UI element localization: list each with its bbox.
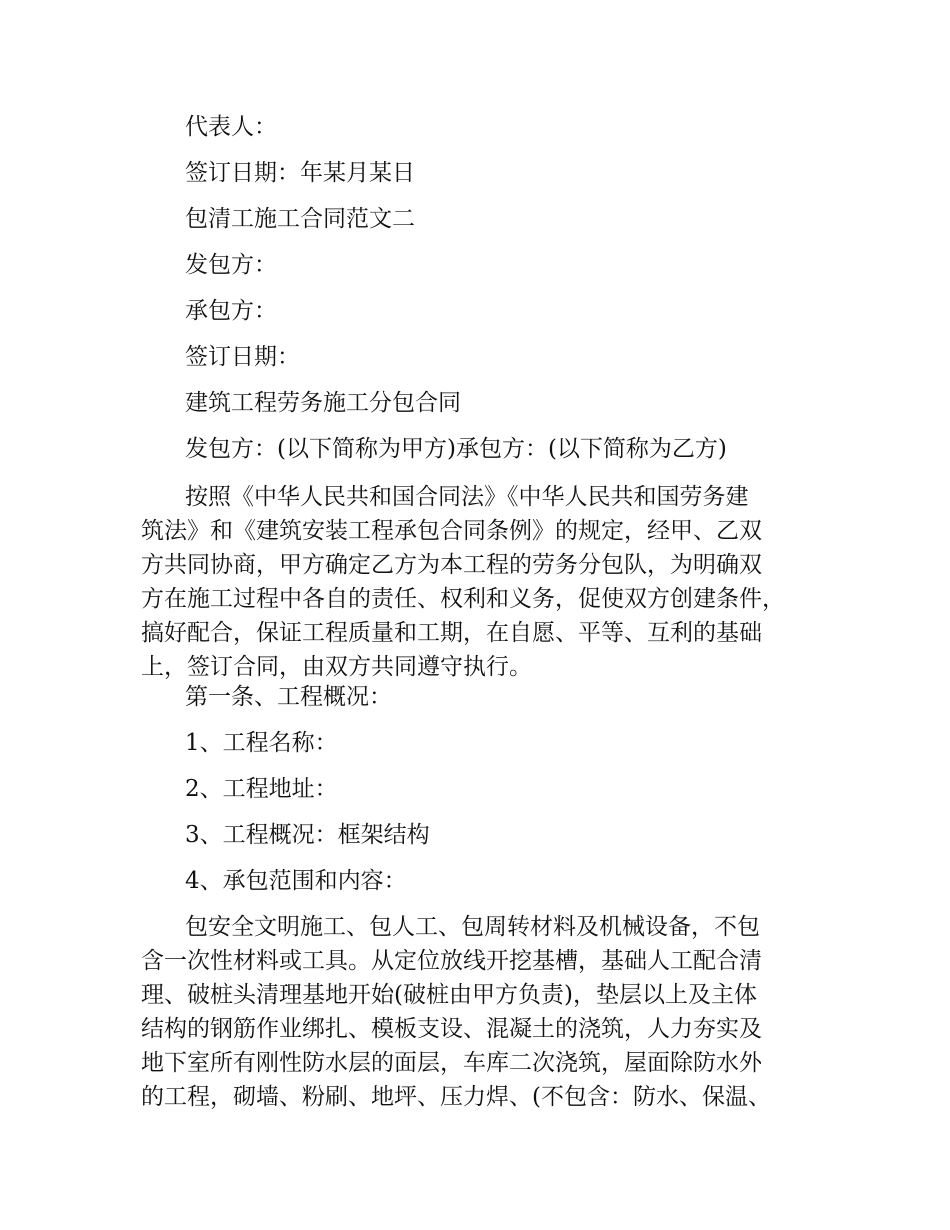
signing-date-line: 签订日期：年某月某日 <box>185 160 415 186</box>
parties-line: 发包方：(以下简称为甲方)承包方：(以下简称为乙方) <box>185 436 727 462</box>
article-one-heading: 第一条、工程概况： <box>185 684 392 710</box>
preamble-paragraph <box>141 480 821 684</box>
paragraph-line: 结构的钢筋作业绑扎、模板支设、混凝土的浇筑，人力夯实及 <box>141 1016 762 1042</box>
project-name-line: 1、工程名称： <box>185 730 338 756</box>
paragraph-line: 包安全文明施工、包人工、包周转材料及机械设备，不包 <box>185 914 760 940</box>
employer-line: 发包方： <box>185 252 277 278</box>
paragraph-line: 上，签订合同，由双方共同遵守执行。 <box>141 654 532 680</box>
signing-date-line-2: 签订日期： <box>185 344 300 370</box>
paragraph-line: 的工程，砌墙、粉刷、地坪、压力焊、(不包含：防水、保温、 <box>141 1084 771 1110</box>
paragraph-line: 搞好配合，保证工程质量和工期，在自愿、平等、互利的基础 <box>141 620 762 646</box>
paragraph-line: 地下室所有刚性防水层的面层，车库二次浇筑，屋面除防水外 <box>141 1050 762 1076</box>
contractor-line: 承包方： <box>185 298 277 324</box>
project-address-line: 2、工程地址： <box>185 776 338 802</box>
scope-paragraph <box>141 910 821 1114</box>
paragraph-line: 按照《中华人民共和国合同法》《中华人民共和国劳务建 <box>185 484 749 510</box>
sample-title-line: 包清工施工合同范文二 <box>185 206 415 232</box>
project-overview-line: 3、工程概况：框架结构 <box>185 822 430 848</box>
paragraph-line: 理、破桩头清理基地开始(破桩由甲方负责)，垫层以上及主体 <box>141 982 757 1008</box>
contract-title-line: 建筑工程劳务施工分包合同 <box>185 390 461 416</box>
representative-line: 代表人： <box>185 114 277 140</box>
paragraph-line: 筑法》和《建筑安装工程承包合同条例》的规定，经甲、乙双 <box>141 518 762 544</box>
scope-heading-line: 4、承包范围和内容： <box>185 868 407 894</box>
paragraph-line: 含一次性材料或工具。从定位放线开挖基槽，基础人工配合清 <box>141 948 762 974</box>
paragraph-line: 方共同协商，甲方确定乙方为本工程的劳务分包队，为明确双 <box>141 552 762 578</box>
paragraph-line: 方在施工过程中各自的责任、权利和义务，促使双方创建条件， <box>141 586 785 612</box>
